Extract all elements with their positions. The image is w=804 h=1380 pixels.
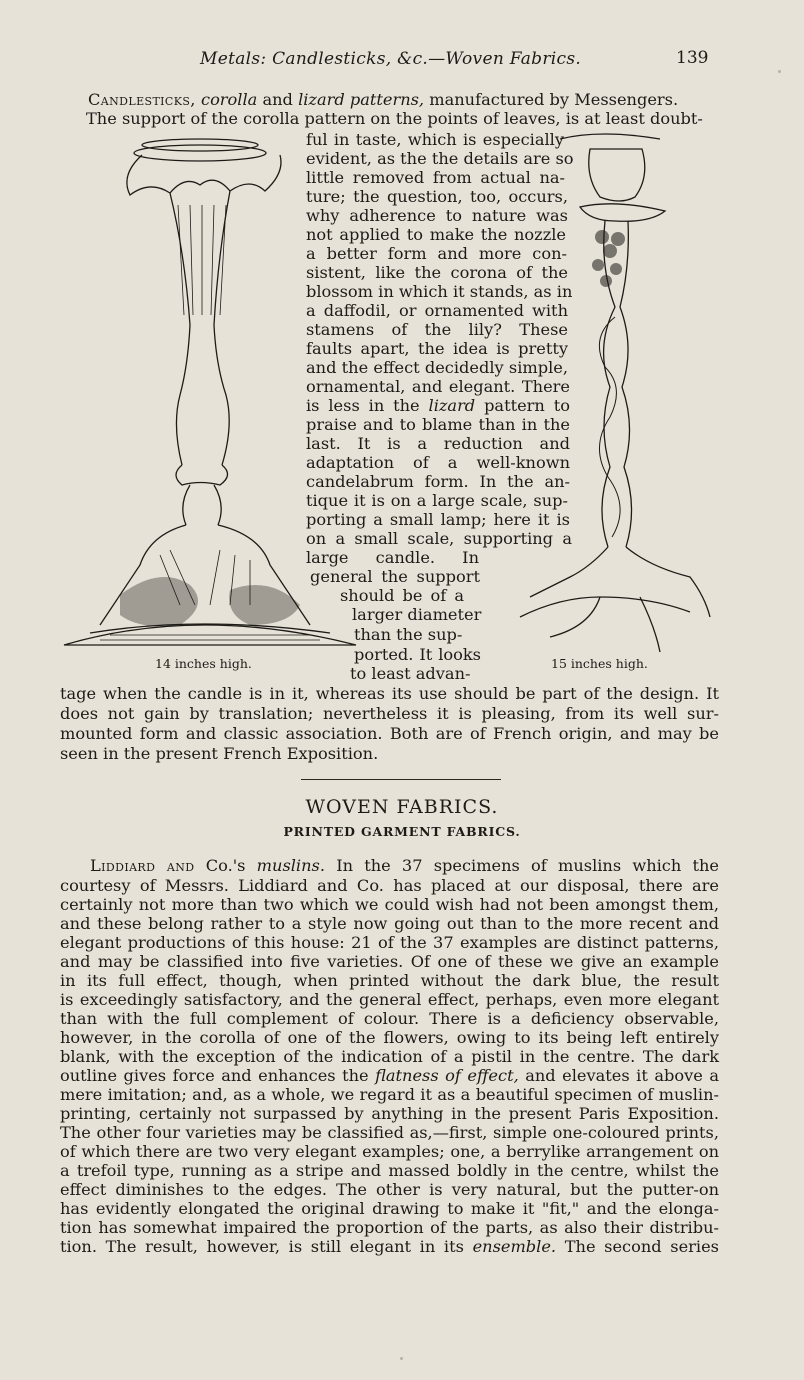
lizard-candlestick-figure	[490, 127, 720, 662]
woven-line: and these belong rather to a style now going out than to the more recent and	[60, 914, 719, 933]
candlesticks-line-2: The support of the corolla pattern on the points of leaves, is at least doubt-	[86, 109, 703, 128]
column-line: ful in taste, which is especially	[306, 130, 564, 149]
woven-line: tion has somewhat impaired the proportion of the parts, as also their distribu-	[60, 1218, 719, 1237]
woven-heading: Liddiard and	[90, 856, 195, 875]
woven-line: The other four varieties may be classified as,—first, simple one-coloured prints,	[60, 1123, 719, 1142]
column-line: ornamental, and elegant. There	[306, 377, 570, 396]
woven-line: of which there are two very elegant examples; one, a berrylike arrangement on	[60, 1142, 719, 1161]
section-title: WOVEN FABRICS.	[305, 796, 499, 818]
column-line: candelabrum form. In the an-	[306, 472, 570, 491]
corolla-candlestick-figure	[60, 135, 360, 655]
column-line: ture; the question, too, occurs,	[306, 187, 568, 206]
woven-line-flatness: outline gives force and enhances the flatness of effect, and elevates it above a	[60, 1066, 719, 1085]
woven-line: a trefoil type, running as a stripe and massed boldly in the centre, whilst the	[60, 1161, 719, 1180]
column-line: and the effect decidedly simple,	[306, 358, 568, 377]
woven-line: elegant productions of this house: 21 of the 37 examples are distinct patterns,	[60, 933, 719, 952]
candlesticks-body-line: tage when the candle is in it, whereas its use should be part of the design. It	[60, 684, 719, 703]
column-line: evident, as the the details are so	[306, 149, 574, 168]
column-line: little removed from actual na-	[306, 168, 565, 187]
paper-speck	[400, 1357, 403, 1360]
candlesticks-body-line: mounted form and classic association. Both are of French origin, and may be	[60, 724, 719, 743]
column-line: not applied to make the nozzle	[306, 225, 566, 244]
column-line: on a small scale, supporting a	[306, 529, 572, 548]
caption-left: 14 inches high.	[155, 656, 252, 671]
candlesticks-body-line: does not gain by translation; nevertheless it is pleasing, from its well sur-	[60, 704, 719, 723]
column-line: general the support	[310, 567, 480, 586]
column-line: to least advan-	[350, 664, 471, 683]
column-line: than the sup-	[354, 625, 463, 644]
column-line-lizard: is less in the lizard pattern to	[306, 396, 570, 415]
woven-line: has evidently elongated the original drawing to make it "fit," and the elonga-	[60, 1199, 719, 1218]
woven-line: courtesy of Messrs. Liddiard and Co. has placed at our disposal, there are	[60, 876, 719, 895]
column-line: a daffodil, or ornamented with	[306, 301, 568, 320]
woven-line: is exceedingly satisfactory, and the general effect, perhaps, even more elegant	[60, 990, 719, 1009]
column-line: why adherence to nature was	[306, 206, 568, 225]
column-line: praise and to blame than in the	[306, 415, 570, 434]
column-line: ported. It looks	[354, 645, 481, 664]
paper-speck	[778, 70, 781, 73]
woven-line-ensemble: tion. The result, however, is still elegant in its ensemble. The second series	[60, 1237, 719, 1256]
page-number: 139	[676, 48, 709, 68]
woven-line: printing, certainly not surpassed by anything in the present Paris Exposition.	[60, 1104, 719, 1123]
column-line: porting a small lamp; here it is	[306, 510, 570, 529]
woven-line: blank, with the exception of the indication of a pistil in the centre. The dark	[60, 1047, 719, 1066]
caption-right: 15 inches high.	[551, 656, 648, 671]
woven-line: and may be classified into five varieties. Of one of these we give an example	[60, 952, 719, 971]
column-line: sistent, like the corona of the	[306, 263, 568, 282]
candlesticks-body-line: seen in the present French Exposition.	[60, 744, 379, 763]
column-line: should be of a	[340, 586, 464, 605]
candlesticks-lead: Candlesticks, corolla and lizard patterns, manufactured by Messengers.	[88, 90, 679, 109]
column-line: stamens of the lily? These	[306, 320, 568, 339]
woven-line: mere imitation; and, as a whole, we regard it as a beautiful specimen of muslin-	[60, 1085, 719, 1104]
running-title: Metals: Candlesticks, &c.—Woven Fabrics.	[200, 49, 582, 69]
column-line: tique it is on a large scale, sup-	[306, 491, 568, 510]
woven-line: than with the full complement of colour. There is a deficiency observable,	[60, 1009, 719, 1028]
column-line: a better form and more con-	[306, 244, 567, 263]
column-line: last. It is a reduction and	[306, 434, 570, 453]
column-line: faults apart, the idea is pretty	[306, 339, 568, 358]
column-line: large candle. In	[306, 548, 479, 567]
candlesticks-heading: Candlesticks,	[88, 90, 196, 109]
woven-line: however, in the corolla of one of the flowers, owing to its being left entirely	[60, 1028, 719, 1047]
woven-line: certainly not more than two which we could wish had not been amongst them,	[60, 895, 719, 914]
column-line: adaptation of a well-known	[306, 453, 570, 472]
page-header	[0, 49, 804, 73]
column-line: blossom in which it stands, as in	[306, 282, 573, 301]
woven-lead: Liddiard and Co.'s muslins. In the 37 specimens of muslins which the	[90, 856, 719, 875]
column-line: larger diameter	[352, 605, 482, 624]
subsection-title: PRINTED GARMENT FABRICS.	[283, 824, 521, 839]
section-divider	[301, 779, 501, 780]
woven-line: effect diminishes to the edges. The other is very natural, but the putter-on	[60, 1180, 719, 1199]
woven-line: in its full effect, though, when printed without the dark blue, the result	[60, 971, 719, 990]
